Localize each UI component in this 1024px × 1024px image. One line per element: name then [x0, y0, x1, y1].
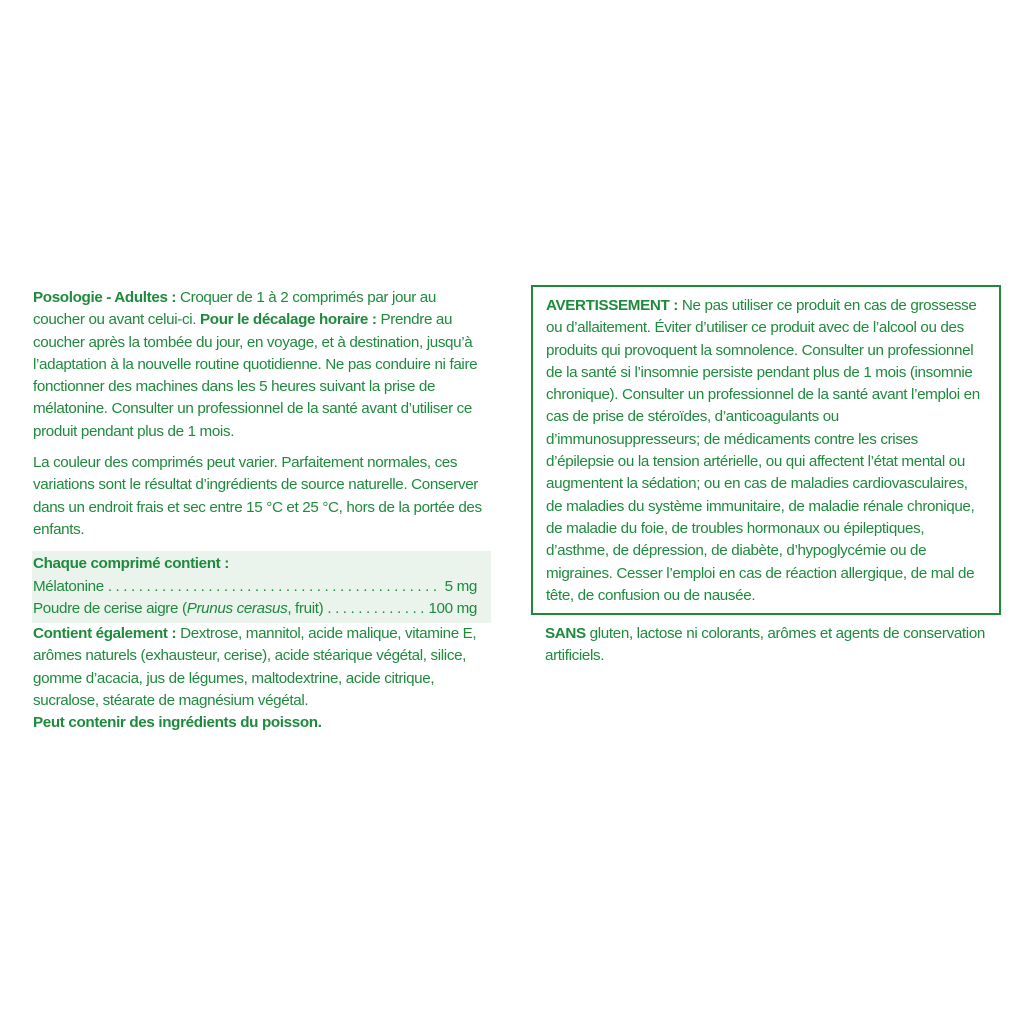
ingredient-amount: 5 mg: [444, 577, 477, 595]
free-from-text: gluten, lactose ni colorants, arômes et agents de conservation artificiels.: [545, 625, 986, 665]
dosage-text-1: Croquer de 1 à 2 comprimés par jour au coucher ou avant celui-ci.: [33, 289, 436, 329]
jetlag-label: Pour le décalage horaire :: [200, 311, 377, 329]
warning-paragraph: [546, 295, 987, 607]
fish-notice: Peut contenir des ingrédients du poisson.: [33, 714, 322, 732]
ingredient-row-cherry: [33, 598, 477, 620]
dosage-paragraph: [33, 287, 491, 443]
ingredient-name: Mélatonine: [33, 577, 104, 595]
right-column: [531, 285, 1001, 668]
warning-box: [531, 285, 1001, 615]
also-contains-paragraph: [33, 623, 491, 712]
left-column: [33, 287, 491, 735]
also-contains-text: Dextrose, mannitol, acide malique, vitamine E, arômes naturels (exhausteur, cerise), acide stéarique végétal, silice, gomme d’acacia, jus de légumes, maltodextrine, acide citrique, sucralose, stéarate de magnésium végétal.: [33, 625, 477, 710]
also-contains-label: Contient également :: [33, 625, 177, 643]
ingredient-amount: 100 mg: [428, 599, 477, 617]
ingredient-row-melatonin: [33, 576, 477, 598]
free-from-label: SANS: [545, 625, 586, 643]
ingredient-name: Poudre de cerise aigre (Prunus cerasus, fruit): [33, 599, 324, 617]
free-from-paragraph: [545, 623, 1001, 668]
dosage-label: Posologie - Adultes :: [33, 289, 177, 306]
composition-box: [32, 551, 491, 623]
warning-label: AVERTISSEMENT :: [546, 297, 679, 314]
warning-text: Ne pas utiliser ce produit en cas de grossesse ou d’allaitement. Éviter d’utiliser ce produit avec de l’alcool ou des produits qui provoquent la somnolence. Consulter un professionnel de la santé si l’insomnie persiste pendant plus de 1 mois (insomnie chronique). Consulter un professionnel de la santé avant l’emploi en cas de prise de stéroïdes, d’anticoagulants ou d’immunosuppresseurs; de médicaments contre les crises d’épilepsie ou la tension artérielle, ou qui affectent l’état mental ou augmentent la sédation; ou en cas de maladies cardiovasculaires, de maladies du système immunitaire, de maladie rénale chronique, de maladie du foie, de troubles hormonaux ou épileptiques, d’asthme, de dépression, de diabète, d’hypoglycémie ou de migraines. Cesser l’emploi en cas de réaction allergique, de mal de tête, de confusion ou de nausée.: [546, 297, 980, 604]
composition-heading: Chaque comprimé contient :: [33, 555, 229, 573]
color-note: La couleur des comprimés peut varier. Parfaitement normales, ces variations sont le résultat d’ingrédients de source naturelle. Conserver dans un endroit frais et sec entre 15 °C et 25 °C, hors de la portée des enfants.: [33, 454, 482, 538]
dosage-text-2: Prendre au coucher après la tombée du jour, en voyage, et à destination, jusqu’à l’adaptation à la nouvelle routine quotidienne. Ne pas conduire ni faire fonctionner des machines dans les 5 heures suivant la prise de mélatonine. Consulter un professionnel de la santé avant d’utiliser ce produit pendant plus de 1 mois.: [33, 311, 478, 440]
